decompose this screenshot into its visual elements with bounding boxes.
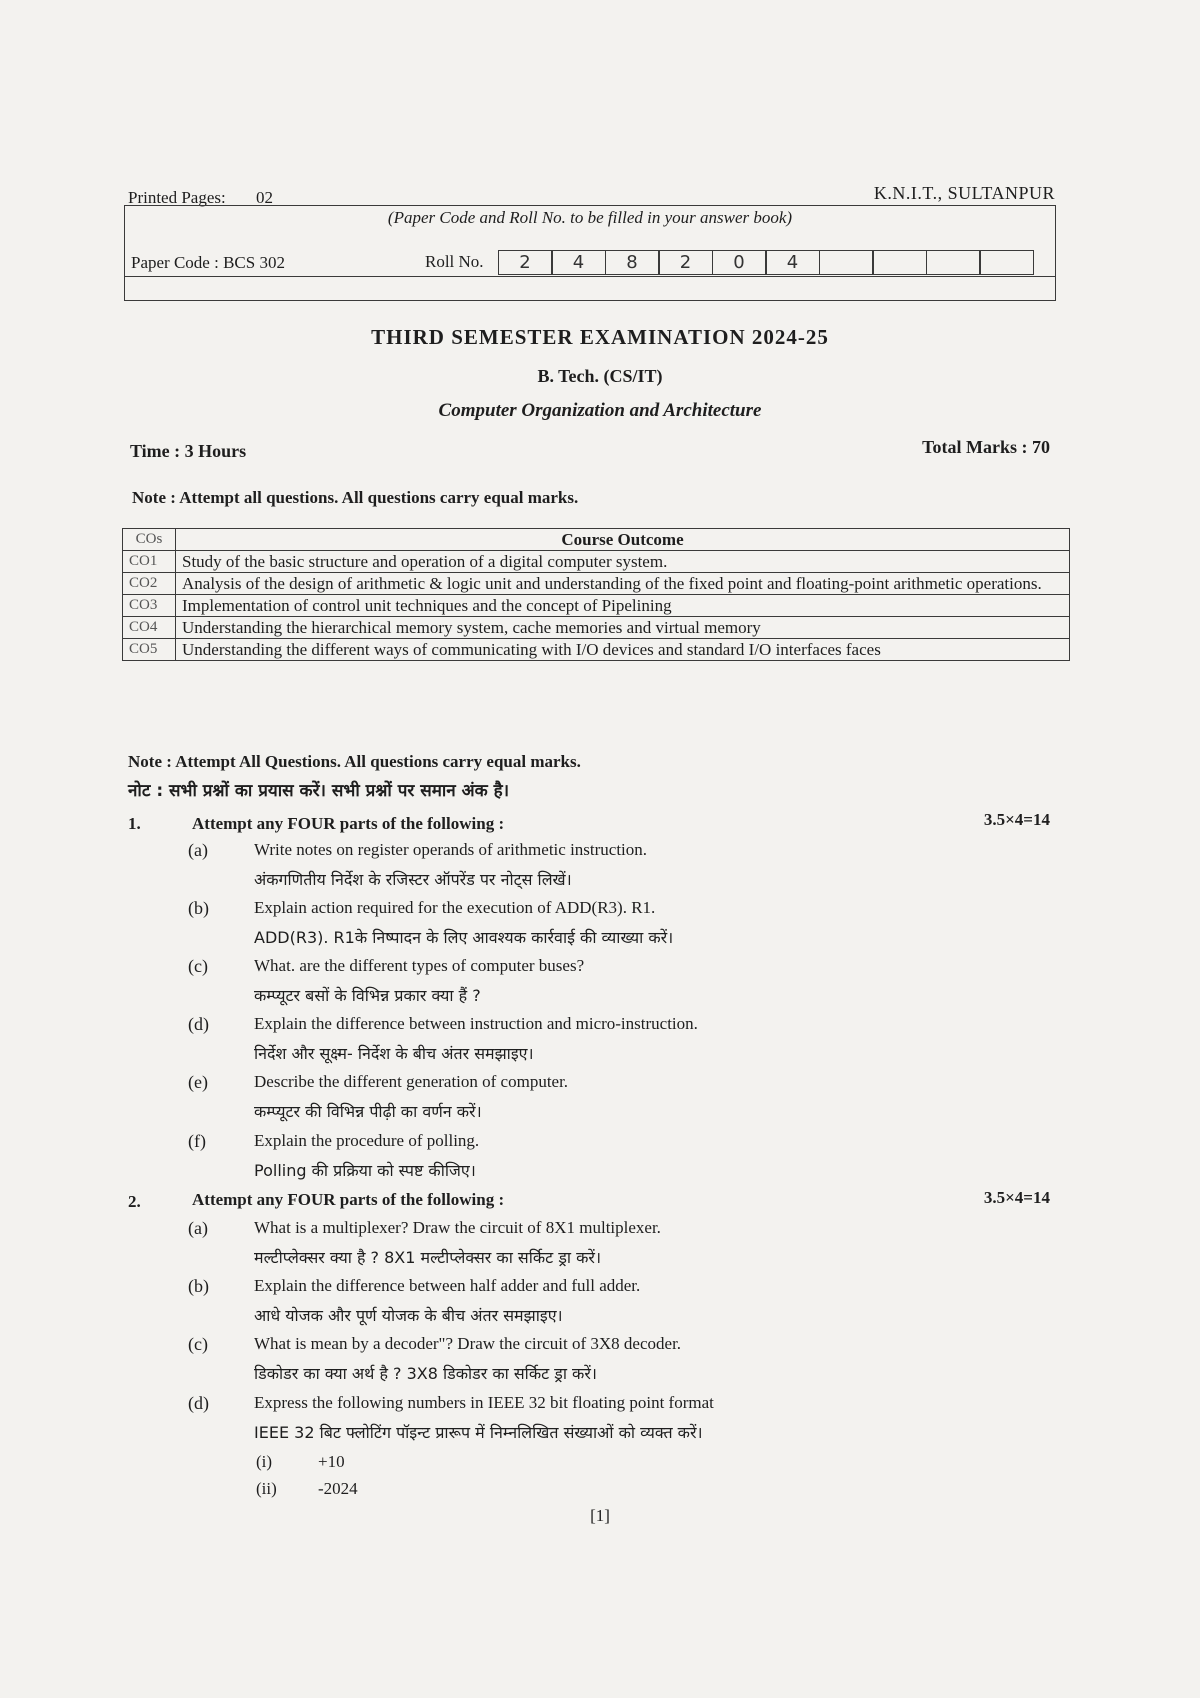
part-text-hindi: Polling की प्रक्रिया को स्पष्ट कीजिए।	[254, 1161, 476, 1180]
instructions-note-hindi: नोट : सभी प्रश्नों का प्रयास करें। सभी प्रश्नों पर समान अंक है।	[128, 781, 510, 801]
part-text: Explain the difference between half adder and full adder.	[254, 1276, 641, 1295]
part-label: (a)	[188, 1218, 208, 1238]
roll-digit-box: 8	[605, 250, 660, 275]
part-label: (b)	[188, 898, 209, 918]
part-text-hindi: कम्प्यूटर बसों के विभिन्न प्रकार क्या हैं ?	[254, 986, 481, 1005]
total-marks: Total Marks : 70	[922, 437, 1050, 457]
co-code: CO2	[123, 573, 176, 595]
co-outcome: Understanding the different ways of communicating with I/O devices and standard I/O interfaces faces	[176, 639, 1070, 661]
table-row	[123, 551, 1070, 573]
part-text-hindi: डिकोडर का क्या अर्थ है ? 3X8 डिकोडर का सर्किट ड्रा करें।	[254, 1364, 597, 1383]
box-divider	[125, 276, 1055, 277]
part-text-hindi: ADD(R3). R1के निष्पादन के लिए आवश्यक कार्रवाई की व्याख्या करें।	[254, 928, 674, 947]
institute-name: K.N.I.T., SULTANPUR	[873, 183, 1055, 203]
co-outcome: Understanding the hierarchical memory system, cache memories and virtual memory	[176, 617, 1070, 639]
co-header-outcome: Course Outcome	[176, 529, 1070, 551]
printed-pages-label: Printed Pages:	[128, 188, 226, 207]
question-marks: 3.5×4=14	[983, 1188, 1050, 1207]
subpart-label: (ii)	[256, 1479, 277, 1498]
question-heading: Attempt any FOUR parts of the following :	[192, 814, 505, 833]
part-text: Express the following numbers in IEEE 32 bit floating point format	[254, 1393, 714, 1412]
part-text: Explain action required for the execution of ADD(R3). R1.	[254, 898, 656, 917]
table-row	[123, 595, 1070, 617]
question-number: 1.	[128, 814, 141, 833]
roll-label: Roll No.	[425, 252, 484, 271]
co-code: CO5	[123, 639, 176, 661]
table-header-row	[123, 529, 1070, 551]
paper-code: Paper Code : BCS 302	[131, 253, 285, 272]
co-outcome: Analysis of the design of arithmetic & logic unit and understanding of the fixed point and floating-point arithmetic operations.	[176, 573, 1070, 595]
co-code: CO3	[123, 595, 176, 617]
course-outcome-table	[122, 528, 1070, 661]
co-outcome: Study of the basic structure and operation of a digital computer system.	[176, 551, 1070, 573]
part-text: Describe the different generation of computer.	[254, 1072, 569, 1091]
fill-instruction: (Paper Code and Roll No. to be filled in your answer book)	[387, 208, 793, 227]
co-outcome: Implementation of control unit techniques and the concept of Pipelining	[176, 595, 1070, 617]
roll-digit-box: 4	[551, 250, 606, 275]
question-number: 2.	[128, 1192, 141, 1211]
question-marks: 3.5×4=14	[983, 810, 1050, 829]
roll-digit-box: 4	[765, 250, 820, 275]
part-text: What is a multiplexer? Draw the circuit of 8X1 multiplexer.	[254, 1218, 661, 1237]
exam-time: Time : 3 Hours	[130, 441, 247, 461]
part-label: (e)	[188, 1072, 208, 1092]
part-label: (d)	[188, 1014, 209, 1034]
part-text-hindi: निर्देश और सूक्ष्म- निर्देश के बीच अंतर समझाइए।	[254, 1044, 534, 1063]
table-row	[123, 617, 1070, 639]
subject-name: Computer Organization and Architecture	[438, 400, 762, 421]
subpart-value: +10	[318, 1452, 345, 1471]
table-row	[123, 573, 1070, 595]
part-label: (c)	[188, 1334, 208, 1354]
part-text-hindi: आधे योजक और पूर्ण योजक के बीच अंतर समझाइए।	[254, 1306, 563, 1325]
roll-digit-box	[926, 250, 981, 275]
part-text: Explain the procedure of polling.	[254, 1131, 480, 1150]
roll-number-boxes	[499, 250, 1034, 275]
question-heading: Attempt any FOUR parts of the following :	[192, 1190, 505, 1209]
part-text-hindi: IEEE 32 बिट फ्लोटिंग पॉइन्ट प्रारूप में निम्नलिखित संख्याओं को व्यक्त करें।	[254, 1423, 703, 1442]
part-label: (c)	[188, 956, 208, 976]
roll-digit-box: 2	[658, 250, 713, 275]
part-text-hindi: मल्टीप्लेक्सर क्या है ? 8X1 मल्टीप्लेक्सर का सर्किट ड्रा करें।	[254, 1248, 602, 1267]
instructions-note: Note : Attempt All Questions. All questions carry equal marks.	[128, 752, 581, 771]
part-label: (b)	[188, 1276, 209, 1296]
part-text: Explain the difference between instruction and micro-instruction.	[254, 1014, 698, 1033]
subpart-value: -2024	[318, 1479, 358, 1498]
part-text-hindi: कम्प्यूटर की विभिन्न पीढ़ी का वर्णन करें।	[254, 1102, 482, 1121]
part-text: What is mean by a decoder"? Draw the circuit of 3X8 decoder.	[254, 1334, 682, 1353]
part-label: (d)	[188, 1393, 209, 1413]
roll-digit-box	[872, 250, 927, 275]
subpart-label: (i)	[256, 1452, 273, 1471]
roll-digit-box: 0	[712, 250, 767, 275]
part-label: (a)	[188, 840, 208, 860]
co-header-code: COs	[123, 529, 176, 551]
part-label: (f)	[188, 1131, 206, 1151]
printed-pages-value: 02	[256, 188, 273, 207]
roll-digit-box	[979, 250, 1034, 275]
part-text-hindi: अंकगणितीय निर्देश के रजिस्टर ऑपरेंड पर नोट्स लिखें।	[254, 870, 572, 889]
page-number: [1]	[590, 1506, 610, 1525]
paper-code-box	[124, 205, 1056, 301]
part-text: Write notes on register operands of arithmetic instruction.	[254, 840, 648, 859]
exam-title: THIRD SEMESTER EXAMINATION 2024-25	[371, 325, 829, 349]
co-code: CO1	[123, 551, 176, 573]
part-text: What. are the different types of computer buses?	[254, 956, 585, 975]
co-code: CO4	[123, 617, 176, 639]
roll-digit-box	[819, 250, 874, 275]
roll-digit-box: 2	[498, 250, 553, 275]
course-name: B. Tech. (CS/IT)	[537, 366, 663, 386]
table-row	[123, 639, 1070, 661]
general-note: Note : Attempt all questions. All questions carry equal marks.	[132, 488, 579, 507]
